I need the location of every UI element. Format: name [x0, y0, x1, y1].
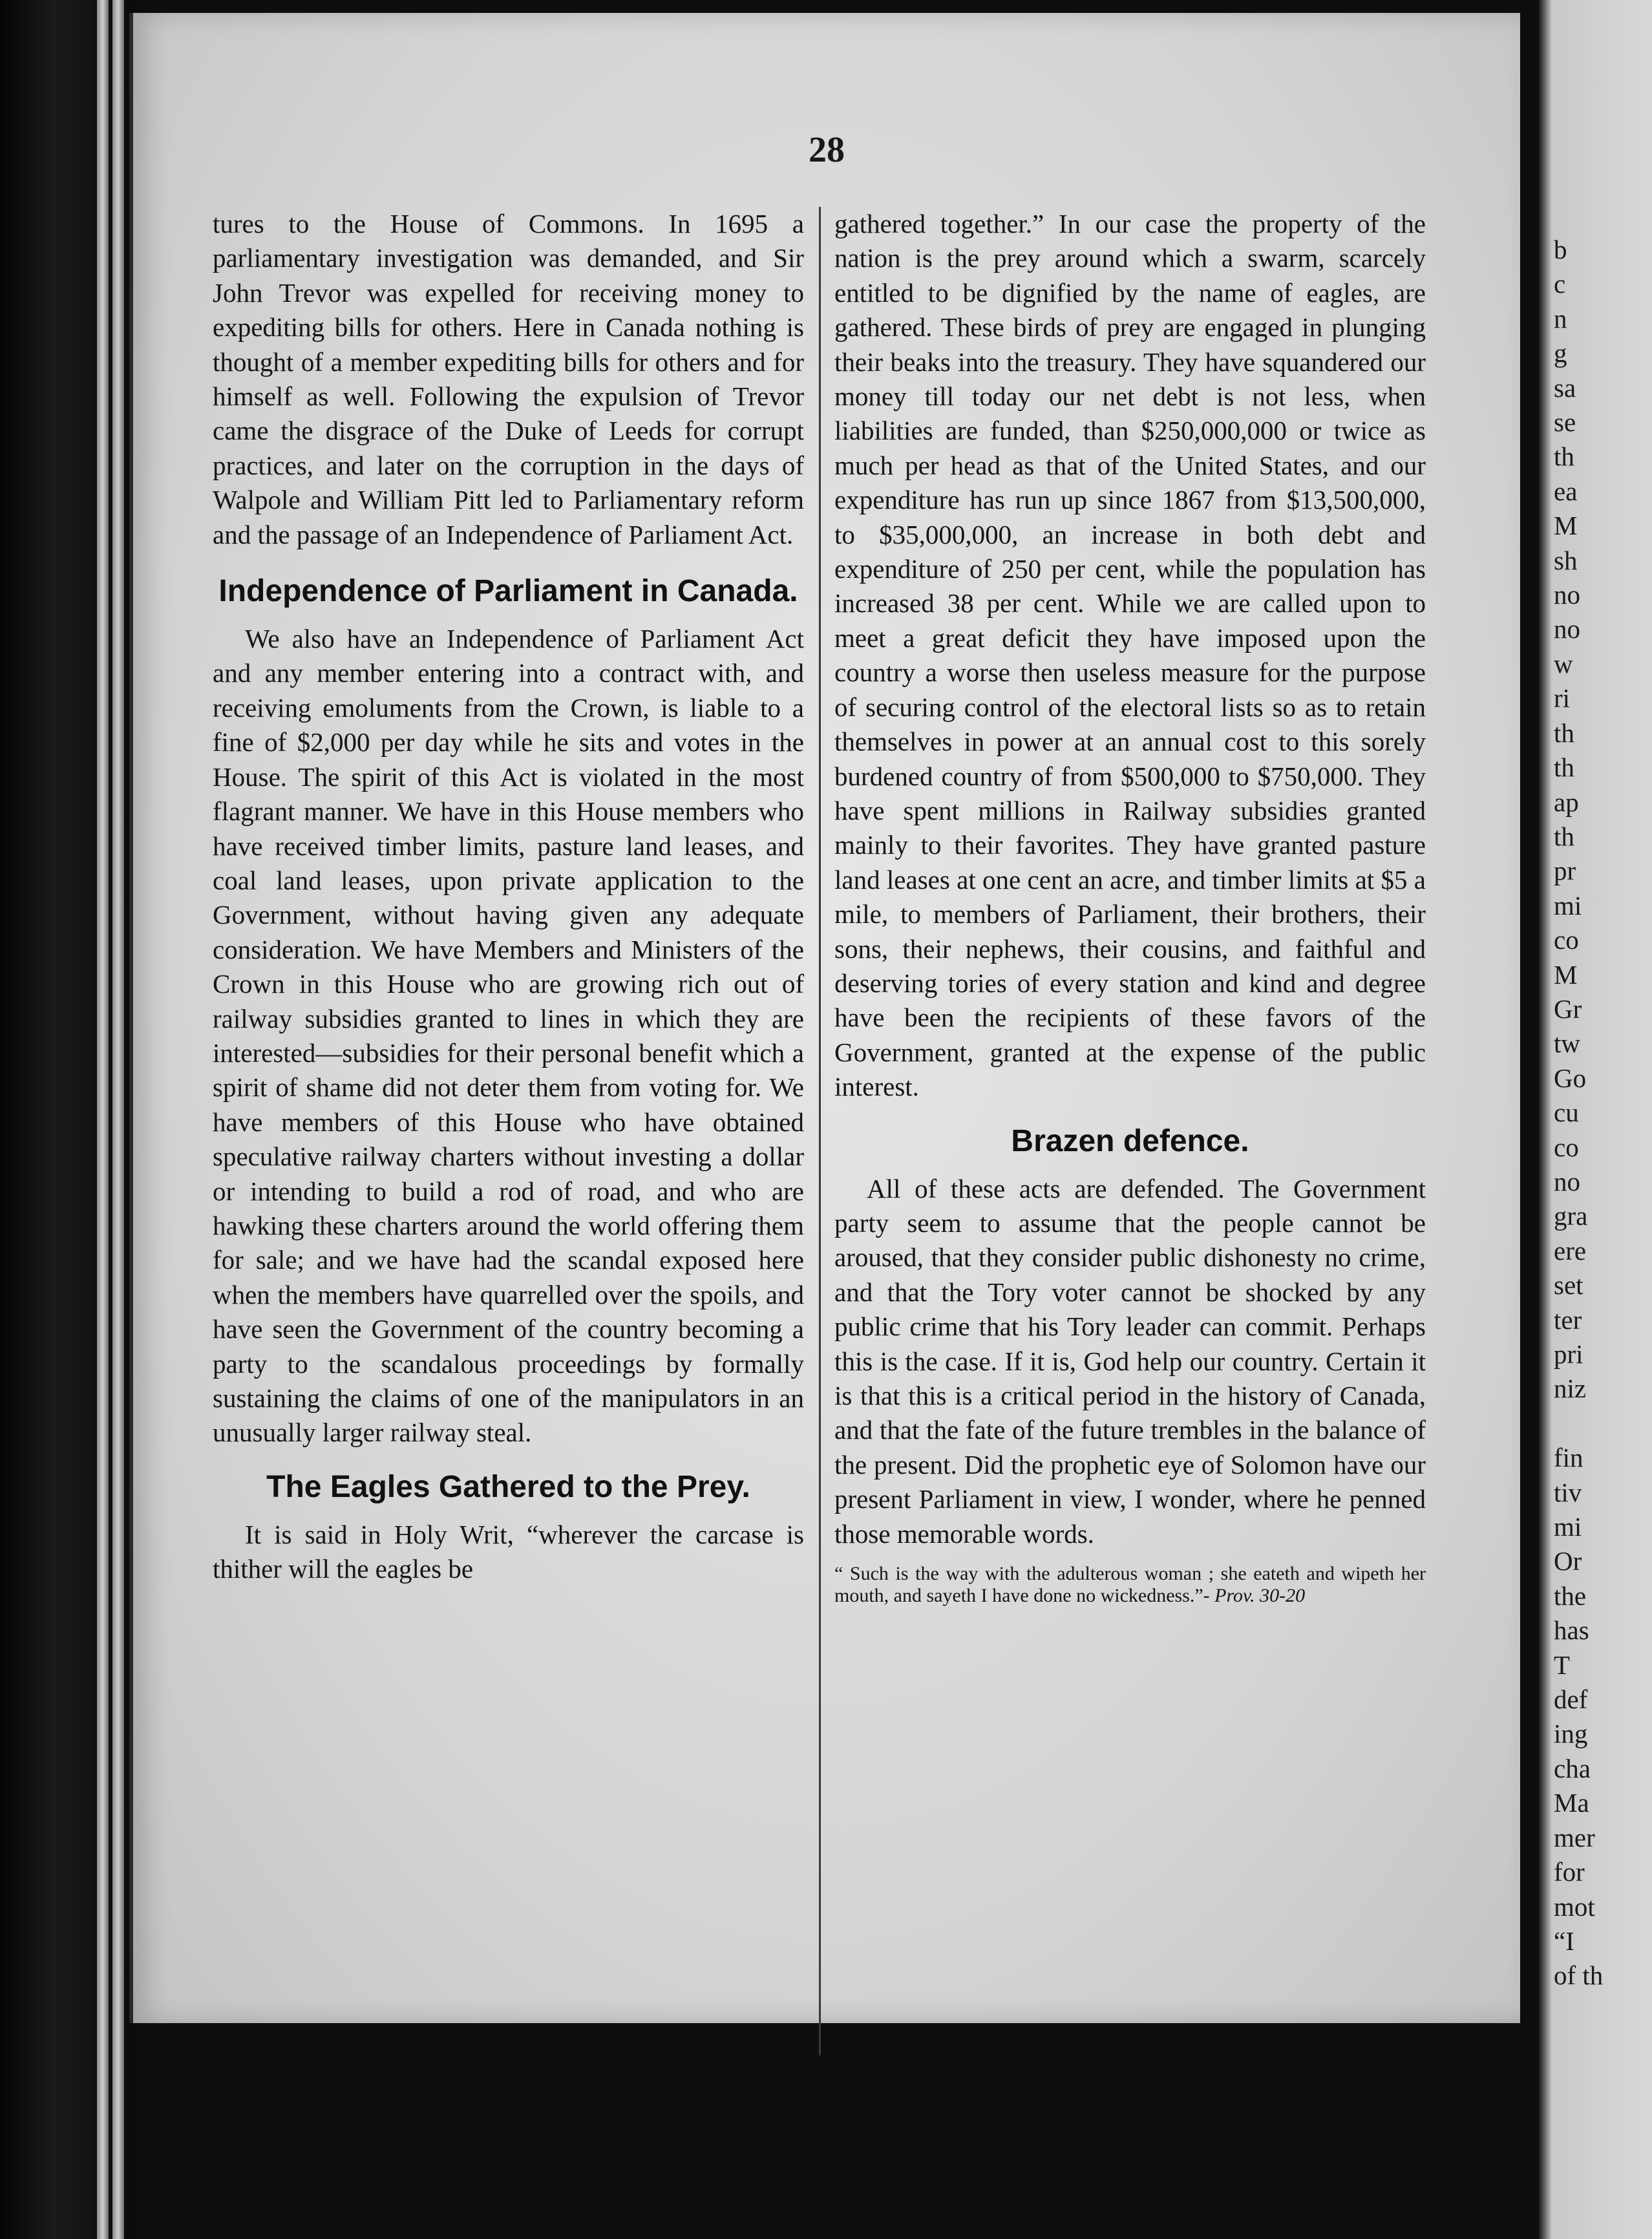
adjacent-page-fragment: no — [1554, 614, 1580, 644]
adjacent-page-fragment: M — [1554, 959, 1578, 990]
adjacent-page-fragment: ea — [1554, 476, 1578, 506]
adjacent-page-fragment: co — [1554, 925, 1579, 955]
adjacent-page-fragment: ri — [1554, 683, 1571, 714]
page — [129, 13, 1520, 2023]
section-heading: Brazen defence. — [1011, 1123, 1249, 1158]
adjacent-page-fragment: gra — [1554, 1201, 1588, 1231]
adjacent-page-fragment: no — [1554, 1166, 1580, 1196]
section-heading: Independence of Parliament in Canada. — [218, 574, 798, 609]
body-paragraph: It is said in Holy Writ, “wherever the carcase is thither will the eagles be — [213, 1519, 804, 1584]
adjacent-page-fragment: the — [1554, 1580, 1587, 1611]
section-heading: The Eagles Gathered to the Prey. — [266, 1469, 750, 1504]
body-paragraph: tures to the House of Commons. In 1695 a parliamentary investigation was demanded, and Sir John Trevor was expelled for receiving money to expediting bills for others. Here in Canada nothing is thought of a member expediting bills for others and for himself as well. Following the expulsion of Trevor came the disgrace of the Duke of Leeds for corrupt practices, and later on the corruption in the days of Walpole and William Pitt led to Parliamentary reform and the passage of an Independence of Parliament Act. — [213, 209, 804, 549]
adjacent-page-fragment: tiv — [1554, 1477, 1582, 1507]
adjacent-page-fragment: th — [1554, 441, 1574, 472]
page-stack-edge — [97, 0, 109, 2239]
body-paragraph: gathered together.” In our case the property of the nation is the prey around which a swarm, scarcely entitled to be dignified by the name of eagles, are gathered. These birds of prey are engaged in plunging their beaks into the treasury. They have squandered our money till today our net debt is not less, when liabilities are funded, than $250,000,000 or twice as much per head as that of the United States, and our expenditure has run up since 1867 from $13,500,000, to $35,000,000, an increase in both debt and expenditure of 250 per cent, while the population has increased 38 per cent. While we are called upon to meet a great deficit they have imposed upon the country a worse then useless measure for the purpose of securing control of the electoral lists so as to retain themselves in power at an annual cost to this sorely burdened country of from $500,000 to $750,000. They have spent millions in Railway subsidies granted mainly to their favorites. They have granted pasture land leases at one cent an acre, and timber limits at $5 a mile, to members of Parliament, their brothers, their sons, their nephews, their cousins, and faithful and deserving tories of every station and kind and degree have been the recipients of these favors of the Government, granted at the expense of the public interest. — [834, 209, 1426, 1102]
adjacent-page-fragment: ter — [1554, 1304, 1582, 1335]
adjacent-page-fragment: T — [1554, 1650, 1571, 1680]
left-column — [213, 207, 804, 2081]
adjacent-page-fragment: mer — [1554, 1822, 1595, 1852]
adjacent-page-fragment: th — [1554, 752, 1574, 783]
adjacent-page-fragment: ap — [1554, 787, 1579, 817]
adjacent-page-fragment: pri — [1554, 1339, 1583, 1369]
adjacent-page-fragment: of th — [1554, 1960, 1604, 1991]
scripture-quote — [834, 1563, 1426, 1607]
adjacent-page-fragment: Ma — [1554, 1788, 1589, 1818]
column-divider — [819, 207, 821, 2055]
adjacent-page-fragment: b — [1554, 235, 1567, 264]
page-stack-edge — [112, 0, 124, 2239]
adjacent-page-fragment: for — [1554, 1857, 1585, 1887]
adjacent-page-fragment: pr — [1554, 856, 1576, 886]
adjacent-page-fragment: c — [1554, 269, 1566, 299]
adjacent-page-fragment: mi — [1554, 1512, 1582, 1542]
adjacent-page-fragment: Go — [1554, 1063, 1587, 1093]
right-column — [834, 207, 1426, 2081]
adjacent-page-fragment: cu — [1554, 1098, 1579, 1128]
body-paragraph: All of these acts are defended. The Government party seem to assume that the people cannot be aroused, that they consider public dishonesty no crime, and that the Tory voter cannot be shocked by any public crime that his Tory leader can commit. Perhaps this is the case. If it is, God help our country. Certain it is that this is a critical period in the history of Canada, and that the fate of the future trembles in the balance of the present. Did the prophetic eye of Solomon have our present Parliament in view, I wonder, where he penned those memorable words. — [834, 1173, 1426, 1549]
adjacent-page-fragment: has — [1554, 1615, 1589, 1646]
scan-dark-margin — [0, 0, 136, 2239]
adjacent-page-fragment: th — [1554, 717, 1574, 748]
adjacent-page-fragment: sh — [1554, 545, 1578, 575]
adjacent-page-fragment: set — [1554, 1270, 1583, 1300]
adjacent-page-fragment: mot — [1554, 1891, 1595, 1922]
adjacent-page-fragment: tw — [1554, 1028, 1580, 1059]
adjacent-page-fragment: cha — [1554, 1753, 1591, 1783]
adjacent-page-fragment — [1554, 1406, 1652, 1441]
page-number: 28 — [809, 130, 845, 170]
adjacent-page-fragment: n — [1554, 303, 1567, 334]
adjacent-page-fragment: niz — [1554, 1374, 1587, 1404]
adjacent-page-fragment: w — [1554, 648, 1573, 679]
adjacent-page-fragment: mi — [1554, 890, 1582, 920]
adjacent-page-fragment: “I — [1554, 1926, 1574, 1956]
body-paragraph: We also have an Independence of Parliament Act and any member entering into a contract with, and receiving emoluments from the Crown, is liable to a fine of $2,000 per day while he sits and votes in the House. The spirit of this Act is violated in the most flagrant manner. We have in this House members who have received timber limits, pasture land leases, and coal land leases, upon private application to the Government, without having given any adequate consideration. We have Members and Ministers of the Crown in this House who are growing rich out of railway subsidies granted to lines in which they are interested—subsidies for their personal benefit which a spirit of shame did not deter them from voting for. We have members of this House who have obtained speculative railway charters without investing a dollar or intending to build a rod of road, and who are hawking these charters around the world offering them for sale; and we have had the scandal exposed here when the members have quarrelled over the spoils, and have seen the Government of the country becoming a party to the scandalous proceedings by formally sustaining the claims of one of the manipulators in an unusually larger railway steal. — [213, 624, 804, 1448]
adjacent-page-fragment: sa — [1554, 372, 1576, 403]
adjacent-page-fragment: th — [1554, 821, 1574, 851]
scripture-reference: Prov. 30-20 — [1214, 1585, 1306, 1607]
adjacent-page-fragment: Or — [1554, 1546, 1582, 1576]
adjacent-page-fragment: se — [1554, 407, 1576, 438]
adjacent-page-fragment: g — [1554, 338, 1567, 368]
adjacent-page-fragment: fin — [1554, 1443, 1583, 1473]
adjacent-page-fragment: M — [1554, 511, 1578, 541]
adjacent-page-fragment: no — [1554, 580, 1580, 610]
adjacent-page-fragment: ere — [1554, 1235, 1587, 1266]
adjacent-page-fragment: Gr — [1554, 993, 1582, 1024]
adjacent-page-fragment: def — [1554, 1684, 1588, 1715]
adjacent-page-fragment: co — [1554, 1132, 1579, 1162]
adjacent-page-fragment: ing — [1554, 1719, 1588, 1749]
scripture-text: “ Such is the way with the adulterous woman ; she eateth and wipeth her mouth, and sayeth I have done no wickedness.”- — [834, 1563, 1426, 1607]
adjacent-page-text — [1554, 233, 1652, 1993]
